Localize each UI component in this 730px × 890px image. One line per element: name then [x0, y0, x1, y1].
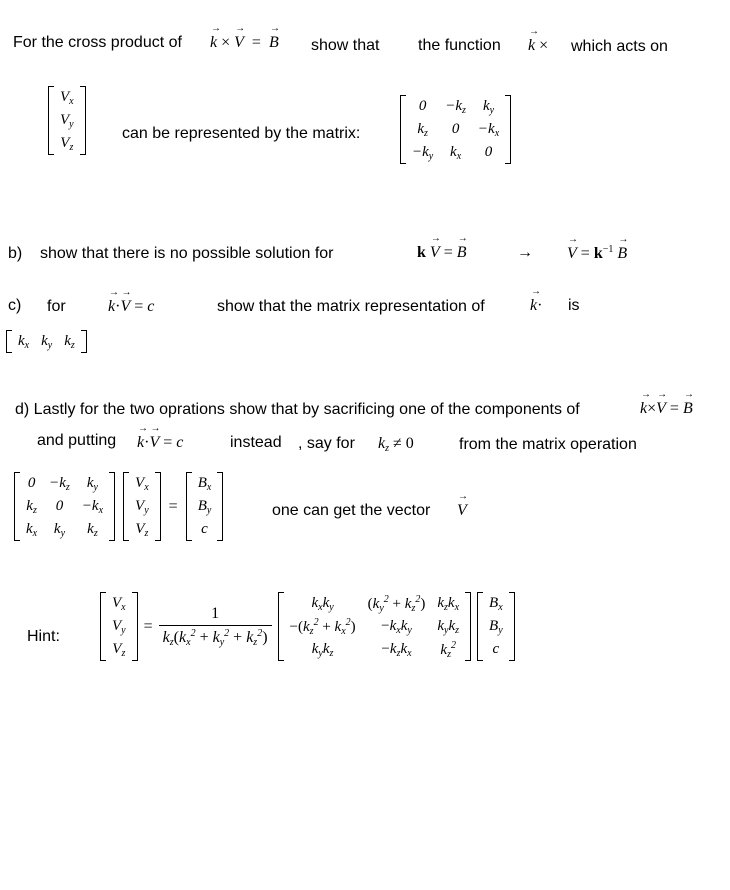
row-vector-cell: $k_z$ [64, 332, 75, 351]
result-vec-V: → V [457, 502, 467, 520]
row-vector-k [6, 330, 87, 358]
condition-kz: $k_z \ne 0$ [378, 435, 414, 454]
part-d-eq1: → k×→ V = → B [640, 400, 693, 418]
hint-matrix-cell: $k_xk_y$ [311, 594, 334, 613]
part-c-equation: → k·→ V = c [108, 298, 154, 316]
fraction-denominator: $k_z(k_x^2 + k_y^2 + k_z^2)$ [159, 625, 272, 648]
part-c-for: for [47, 298, 66, 315]
matrix-cell: $k_z$ [417, 120, 428, 139]
vec-k: → k [528, 37, 535, 55]
hint-vector-V: $V_x$ $V_y$ $V_z$ [112, 594, 126, 659]
matrix-cell: $k_y$ [86, 474, 98, 493]
vector-V-cell: $V_x$ [60, 88, 74, 107]
matrix-cell: 0 [451, 121, 460, 137]
show-that-text: show that [311, 37, 380, 54]
vec-V: → V [234, 34, 244, 52]
from-matrix-text: from the matrix operation [459, 436, 637, 453]
vector-V-d: $V_x$ $V_y$ $V_z$ [135, 474, 149, 539]
hint-fraction [159, 605, 272, 648]
the-function-text: the function [418, 37, 501, 54]
equals-symbol: = [251, 34, 261, 51]
hint-matrix-cell: $k_zk_x$ [437, 594, 460, 613]
which-acts-on-text: which acts on [571, 38, 668, 55]
times-symbol: × [221, 34, 231, 51]
part-c-text: show that the matrix representation of [217, 298, 485, 315]
matrix-cell: $-k_y$ [412, 143, 434, 162]
matrix-cell: 0 [484, 144, 493, 160]
matrix-cell: 0 [418, 98, 427, 114]
part-b-equation-2: → $V = k^{-1} \to B$ [567, 244, 627, 263]
part-b-text: show that there is no possible solution for [40, 245, 334, 262]
matrix-cell: $-k_x$ [81, 497, 104, 516]
equals-symbol: = [168, 497, 178, 515]
vec-B: → B [269, 34, 279, 52]
vector-V-column [48, 86, 86, 160]
matrix-cell: 0 [27, 475, 36, 491]
row-vector-cell: $k_x$ [18, 332, 30, 351]
fraction-numerator: 1 [211, 605, 220, 622]
matrix-equation [14, 472, 223, 541]
represented-text: can be represented by the matrix: [122, 125, 361, 142]
part-b-equation: k → V = → B [417, 244, 467, 262]
matrix-cell: 0 [55, 498, 64, 514]
matrix-cell: $k_z$ [87, 520, 98, 539]
hint-matrix-cell: $k_yk_z$ [311, 640, 334, 659]
part-c-is: is [568, 297, 580, 314]
equals-symbol: = [143, 617, 153, 635]
hint-equation [100, 592, 515, 661]
function-k-cross [528, 37, 548, 55]
vector-V-cell: $V_z$ [60, 134, 74, 153]
vector-V-cell: $V_y$ [60, 111, 74, 130]
matrix-cell: $k_y$ [53, 520, 66, 539]
rhs-vector-d: $B_x$ $B_y$ c [197, 474, 212, 537]
matrix-cell: $k_x$ [26, 520, 38, 539]
matrix-cell: $k_x$ [450, 143, 462, 162]
say-for-text: , say for [298, 435, 355, 452]
and-putting-text: and putting [37, 432, 117, 449]
times-symbol: × [539, 37, 549, 54]
matrix-cell: $k_z$ [26, 497, 37, 516]
hint-label: Hint: [27, 628, 60, 645]
row-vector-cell: $k_y$ [41, 332, 53, 351]
part-c-op: → k· [530, 297, 542, 315]
hint-rhs-vector: $B_x$ $B_y$ c [489, 594, 503, 657]
matrix-cell: $-k_x$ [477, 120, 500, 139]
matrix-cell: $k_y$ [482, 97, 495, 116]
one-can-get-text: one can get the vector [272, 502, 431, 519]
hint-matrix-cell: $-k_zk_x$ [381, 640, 412, 659]
matrix-cell: $-k_z$ [445, 97, 466, 116]
cross-matrix [400, 95, 511, 169]
row-vector-table [12, 330, 81, 353]
hint-matrix-cell: $(k_y^2 + k_z^2)$ [367, 593, 426, 614]
hint-matrix-cell: $-k_xk_y$ [381, 617, 412, 636]
hint-matrix-cell: $-(k_z^2 + k_x^2)$ [289, 616, 356, 637]
cross-product-equation [210, 34, 279, 52]
hint-matrix [284, 592, 466, 661]
part-d-line1: d) Lastly for the two oprations show that by sacrificing one of the components of [15, 401, 580, 418]
line1-intro: For the cross product of [13, 34, 182, 51]
hint-matrix-cell: $k_z^2$ [440, 639, 456, 660]
instead-text: instead [230, 434, 282, 451]
vector-V-table [54, 86, 80, 155]
arrow-symbol: → [517, 244, 533, 261]
matrix-cell: $-k_z$ [49, 474, 70, 493]
hint-matrix-cell: $k_yk_z$ [437, 617, 460, 636]
matrix-A-table [20, 472, 109, 541]
cross-matrix-table [406, 95, 505, 164]
part-d-eq2: → k·→ V = c [137, 434, 183, 452]
vec-k: → k [210, 34, 217, 52]
part-c-label: c) [8, 297, 22, 314]
part-b-label: b) [8, 245, 23, 262]
